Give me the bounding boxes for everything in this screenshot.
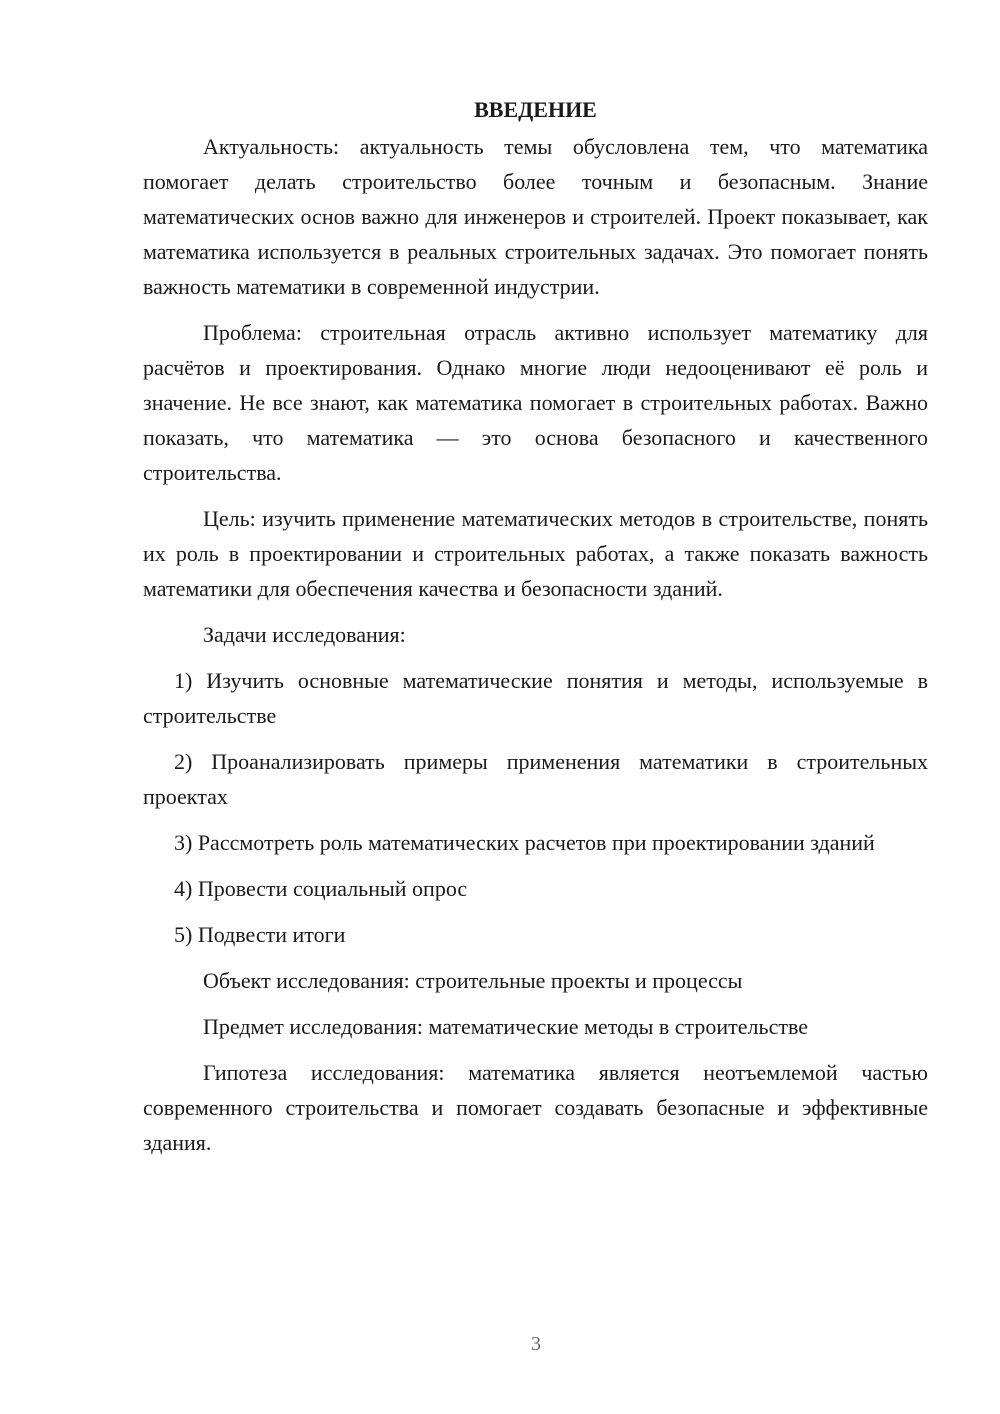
- task-item-2: 2) Проанализировать примеры применения математики в строительных проектах: [143, 749, 928, 809]
- task-item-3: 3) Рассмотреть роль математических расчетов при проектировании зданий: [174, 830, 875, 855]
- paragraph-hypothesis: Гипотеза исследования: математика является неотъемлемой частью современного строительства и помогает создавать безопасные и эффективные здания.: [143, 1060, 928, 1155]
- task-item-5: 5) Подвести итоги: [174, 922, 346, 947]
- task-item-4: 4) Провести социальный опрос: [174, 876, 468, 901]
- paragraph-relevance: Актуальность: актуальность темы обусловлена тем, что математика помогает делать строительство более точным и безопасным. Знание математических основ важно для инженеров и строителей. Проект показывает, как математика используется в реальных строительных задачах. Это помогает понять важность математики в современной индустрии.: [143, 134, 928, 299]
- page-number: 3: [531, 1333, 541, 1355]
- paragraph-tasks-heading: Задачи исследования:: [203, 622, 406, 647]
- task-item-1: 1) Изучить основные математические понятия и методы, используемые в строительстве: [143, 668, 928, 728]
- section-title: ВВЕДЕНИЕ: [474, 97, 597, 122]
- paragraph-object: Объект исследования: строительные проекты и процессы: [203, 968, 743, 993]
- paragraph-subject: Предмет исследования: математические методы в строительстве: [203, 1014, 808, 1039]
- paragraph-goal: Цель: изучить применение математических методов в строительстве, понять их роль в проектировании и строительных работах, а также показать важность математики для обеспечения качества и безопасности зданий.: [143, 506, 928, 601]
- document-page: [143, 92, 928, 1171]
- paragraph-problem: Проблема: строительная отрасль активно использует математику для расчётов и проектирования. Однако многие люди недооценивают её роль и значение. Не все знают, как математика помогает в строительных работах. Важно показать, что математика — это основа безопасного и качественного строительства.: [143, 320, 928, 485]
